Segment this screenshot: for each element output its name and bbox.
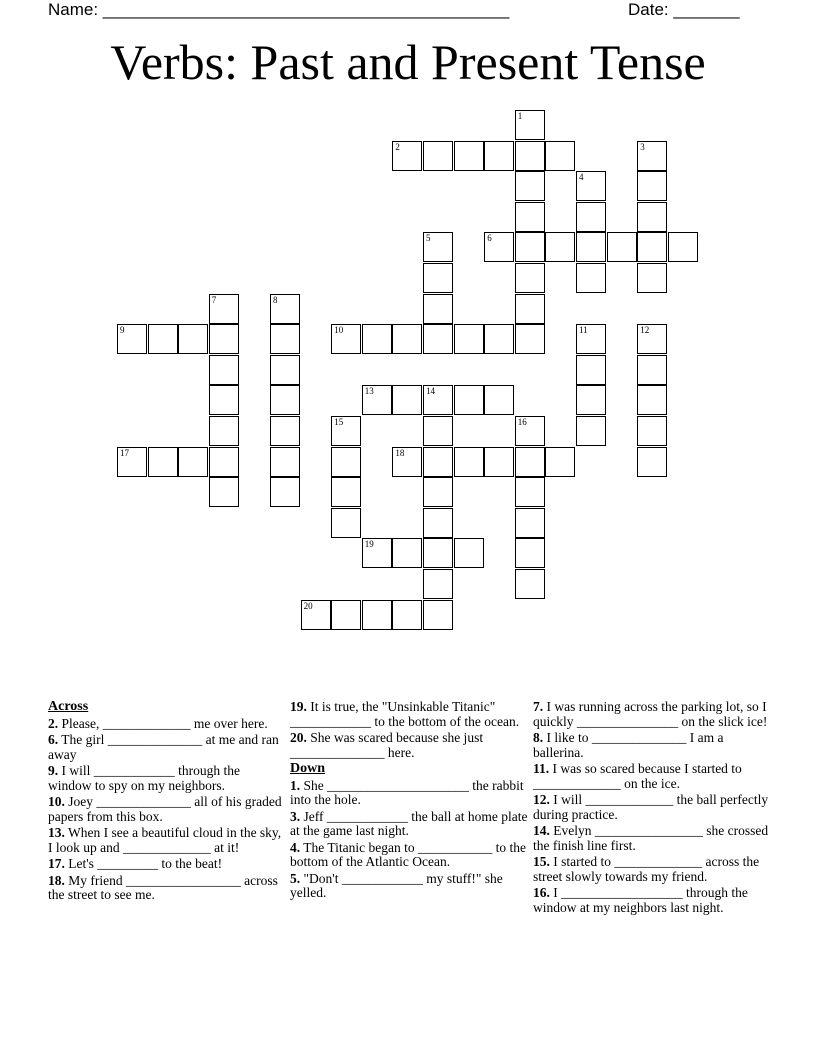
clues-column-3 bbox=[533, 700, 773, 917]
clue-number: 4 bbox=[579, 172, 584, 183]
grid-cell[interactable] bbox=[637, 232, 667, 262]
grid-cell[interactable] bbox=[392, 385, 422, 415]
grid-cell[interactable] bbox=[515, 171, 545, 201]
grid-cell[interactable] bbox=[515, 508, 545, 538]
grid-cell[interactable] bbox=[362, 538, 392, 568]
grid-cell[interactable] bbox=[178, 324, 208, 354]
clue-number: 1 bbox=[517, 111, 523, 121]
grid-cell[interactable] bbox=[270, 294, 300, 324]
grid-cell[interactable] bbox=[209, 294, 239, 324]
grid-cell[interactable] bbox=[331, 508, 361, 538]
clue-2: 2. Please, _____________ me over here. bbox=[48, 715, 268, 731]
clue-8: 8. I like to ______________ I am a ballerina. bbox=[533, 730, 724, 760]
clue-number: 5 bbox=[426, 233, 431, 244]
clue-number: 11 bbox=[579, 325, 588, 336]
clue-15: 15. I started to _____________ across the street slowly towards my friend. bbox=[533, 854, 760, 884]
grid-cell[interactable] bbox=[484, 447, 514, 477]
grid-cell[interactable] bbox=[423, 385, 453, 415]
grid-cell[interactable] bbox=[301, 600, 331, 630]
grid-cell[interactable] bbox=[270, 416, 300, 446]
grid-cell[interactable] bbox=[515, 141, 545, 171]
grid-cell[interactable] bbox=[209, 324, 239, 354]
grid-cell[interactable] bbox=[484, 141, 514, 171]
grid-cell[interactable] bbox=[637, 355, 667, 385]
grid-cell[interactable] bbox=[392, 538, 422, 568]
grid-cell[interactable] bbox=[576, 202, 606, 232]
grid-cell[interactable] bbox=[392, 141, 422, 171]
grid-cell[interactable] bbox=[576, 324, 606, 354]
grid-cell[interactable] bbox=[423, 569, 453, 599]
grid-cell[interactable] bbox=[454, 538, 484, 568]
grid-cell[interactable] bbox=[637, 263, 667, 293]
grid-cell[interactable] bbox=[392, 600, 422, 630]
grid-cell[interactable] bbox=[515, 477, 545, 507]
grid-cell[interactable] bbox=[515, 538, 545, 568]
clue-14: 14. Evelyn ________________ she crossed the finish line first. bbox=[533, 823, 769, 853]
clue-number: 10 bbox=[334, 325, 344, 336]
grid-cell[interactable] bbox=[515, 110, 545, 140]
clue-number: 2 bbox=[395, 141, 400, 152]
grid-cell[interactable] bbox=[484, 385, 514, 415]
grid-cell[interactable] bbox=[423, 263, 453, 293]
clue-number: 3 bbox=[640, 141, 645, 152]
grid-cell[interactable] bbox=[576, 385, 606, 415]
grid-cell[interactable] bbox=[148, 324, 178, 354]
grid-cell[interactable] bbox=[515, 569, 545, 599]
clue-number: 9 bbox=[120, 325, 125, 336]
across-heading: Across bbox=[48, 699, 89, 714]
grid-cell[interactable] bbox=[484, 232, 514, 262]
grid-cell[interactable] bbox=[637, 171, 667, 201]
grid-cell[interactable] bbox=[515, 324, 545, 354]
grid-cell[interactable] bbox=[209, 355, 239, 385]
grid-cell[interactable] bbox=[637, 447, 667, 477]
grid-cell[interactable] bbox=[423, 141, 453, 171]
grid-cell[interactable] bbox=[576, 263, 606, 293]
grid-cell[interactable] bbox=[454, 324, 484, 354]
clue-number: 14 bbox=[426, 386, 435, 397]
grid-cell[interactable] bbox=[331, 600, 361, 630]
clue-19: 19. It is true, the "Unsinkable Titanic" ____________ to the bottom of the ocean. bbox=[290, 699, 520, 729]
grid-cell[interactable] bbox=[515, 232, 545, 262]
grid-cell[interactable] bbox=[331, 416, 361, 446]
grid-cell[interactable] bbox=[209, 385, 239, 415]
grid-cell[interactable] bbox=[515, 447, 545, 477]
grid-cell[interactable] bbox=[331, 447, 361, 477]
clue-number: 20 bbox=[303, 600, 313, 611]
grid-cell[interactable] bbox=[637, 416, 667, 446]
clue-11: 11. I was so scared because I started to _____________ on the ice. bbox=[533, 761, 742, 791]
clue-5: 5. "Don't ____________ my stuff!" she yelled. bbox=[290, 870, 503, 900]
grid-cell[interactable] bbox=[607, 232, 637, 262]
grid-cell[interactable] bbox=[545, 447, 575, 477]
down-heading: Down bbox=[290, 761, 326, 776]
clue-9: 9. I will ____________ through the window to spy on my neighbors. bbox=[48, 763, 240, 793]
grid-cell[interactable] bbox=[423, 416, 453, 446]
grid-cell[interactable] bbox=[454, 385, 484, 415]
grid-cell[interactable] bbox=[423, 538, 453, 568]
clue-number: 8 bbox=[273, 294, 278, 305]
grid-cell[interactable] bbox=[209, 447, 239, 477]
clue-number: 16 bbox=[517, 417, 527, 427]
grid-cell[interactable] bbox=[515, 416, 545, 446]
grid-cell[interactable] bbox=[637, 385, 667, 415]
clue-number: 17 bbox=[120, 447, 129, 458]
grid-cell[interactable] bbox=[637, 324, 667, 354]
grid-cell[interactable] bbox=[362, 600, 392, 630]
grid-cell[interactable] bbox=[270, 385, 300, 415]
grid-cell[interactable] bbox=[545, 141, 575, 171]
grid-cell[interactable] bbox=[362, 324, 392, 354]
clue-7: 7. I was running across the parking lot, so I quickly _______________ on the slick ice! bbox=[533, 699, 768, 729]
grid-cell[interactable] bbox=[270, 477, 300, 507]
grid-cell[interactable] bbox=[362, 385, 392, 415]
grid-cell[interactable] bbox=[454, 447, 484, 477]
grid-cell[interactable] bbox=[392, 447, 422, 477]
grid-cell[interactable] bbox=[270, 447, 300, 477]
grid-cell[interactable] bbox=[270, 355, 300, 385]
grid-cell[interactable] bbox=[576, 416, 606, 446]
clue-number: 6 bbox=[487, 233, 492, 244]
grid-cell[interactable] bbox=[270, 324, 300, 354]
grid-cell[interactable] bbox=[668, 232, 698, 262]
clue-17: 17. Let's _________ to the beat! bbox=[48, 856, 223, 871]
clue-number: 15 bbox=[334, 417, 344, 427]
clue-number: 13 bbox=[364, 386, 374, 397]
grid-cell[interactable] bbox=[209, 416, 239, 446]
clue-16: 16. I __________________ through the window at my neighbors last night. bbox=[533, 885, 748, 915]
grid-cell[interactable] bbox=[423, 232, 453, 262]
name-field[interactable]: Name: ___________________________________________ bbox=[48, 0, 510, 19]
grid-cell[interactable] bbox=[331, 477, 361, 507]
grid-cell[interactable] bbox=[637, 141, 667, 171]
grid-cell[interactable] bbox=[515, 263, 545, 293]
grid-cell[interactable] bbox=[454, 141, 484, 171]
grid-cell[interactable] bbox=[484, 324, 514, 354]
clue-6: 6. The girl ______________ at me and ran away bbox=[48, 732, 279, 762]
date-field[interactable]: Date: _______ bbox=[628, 0, 740, 19]
page-title: Verbs: Past and Present Tense bbox=[110, 34, 706, 90]
clue-number: 12 bbox=[640, 325, 650, 336]
grid-cell[interactable] bbox=[637, 202, 667, 232]
grid-cell[interactable] bbox=[148, 447, 178, 477]
clue-18: 18. My friend _________________ across the street to see me. bbox=[48, 872, 278, 902]
clue-number: 18 bbox=[395, 447, 405, 458]
clue-4: 4. The Titanic began to ___________ to the bottom of the Atlantic Ocean. bbox=[290, 839, 526, 869]
grid-cell[interactable] bbox=[423, 508, 453, 538]
grid-cell[interactable] bbox=[576, 232, 606, 262]
grid-cell[interactable] bbox=[178, 447, 208, 477]
clue-10: 10. Joey ______________ all of his graded papers from this box. bbox=[48, 794, 282, 824]
grid-cell[interactable] bbox=[545, 232, 575, 262]
grid-cell[interactable] bbox=[209, 477, 239, 507]
grid-cell[interactable] bbox=[515, 294, 545, 324]
grid-cell[interactable] bbox=[423, 324, 453, 354]
clue-20: 20. She was scared because she just ______________ here. bbox=[290, 730, 484, 760]
clue-number: 19 bbox=[364, 539, 374, 550]
grid-cell[interactable] bbox=[117, 324, 147, 354]
clues-column-1 bbox=[48, 700, 284, 905]
grid-cell[interactable] bbox=[331, 324, 361, 354]
grid-cell[interactable] bbox=[515, 202, 545, 232]
grid-cell[interactable] bbox=[423, 600, 453, 630]
clue-13: 13. When I see a beautiful cloud in the sky, I look up and _____________ at it! bbox=[48, 825, 282, 855]
grid-cell[interactable] bbox=[423, 477, 453, 507]
grid-cell[interactable] bbox=[576, 355, 606, 385]
grid-cell[interactable] bbox=[576, 171, 606, 201]
grid-cell[interactable] bbox=[423, 294, 453, 324]
clue-number: 7 bbox=[211, 294, 217, 305]
grid-cell[interactable] bbox=[392, 324, 422, 354]
grid-cell[interactable] bbox=[423, 447, 453, 477]
grid-cell[interactable] bbox=[117, 447, 147, 477]
clue-12: 12. I will _____________ the ball perfectly during practice. bbox=[533, 792, 769, 822]
clue-3: 3. Jeff ____________ the ball at home plate at the game last night. bbox=[290, 808, 528, 838]
clues-column-2 bbox=[290, 700, 528, 903]
clue-1: 1. She _____________________ the rabbit into the hole. bbox=[290, 777, 524, 807]
